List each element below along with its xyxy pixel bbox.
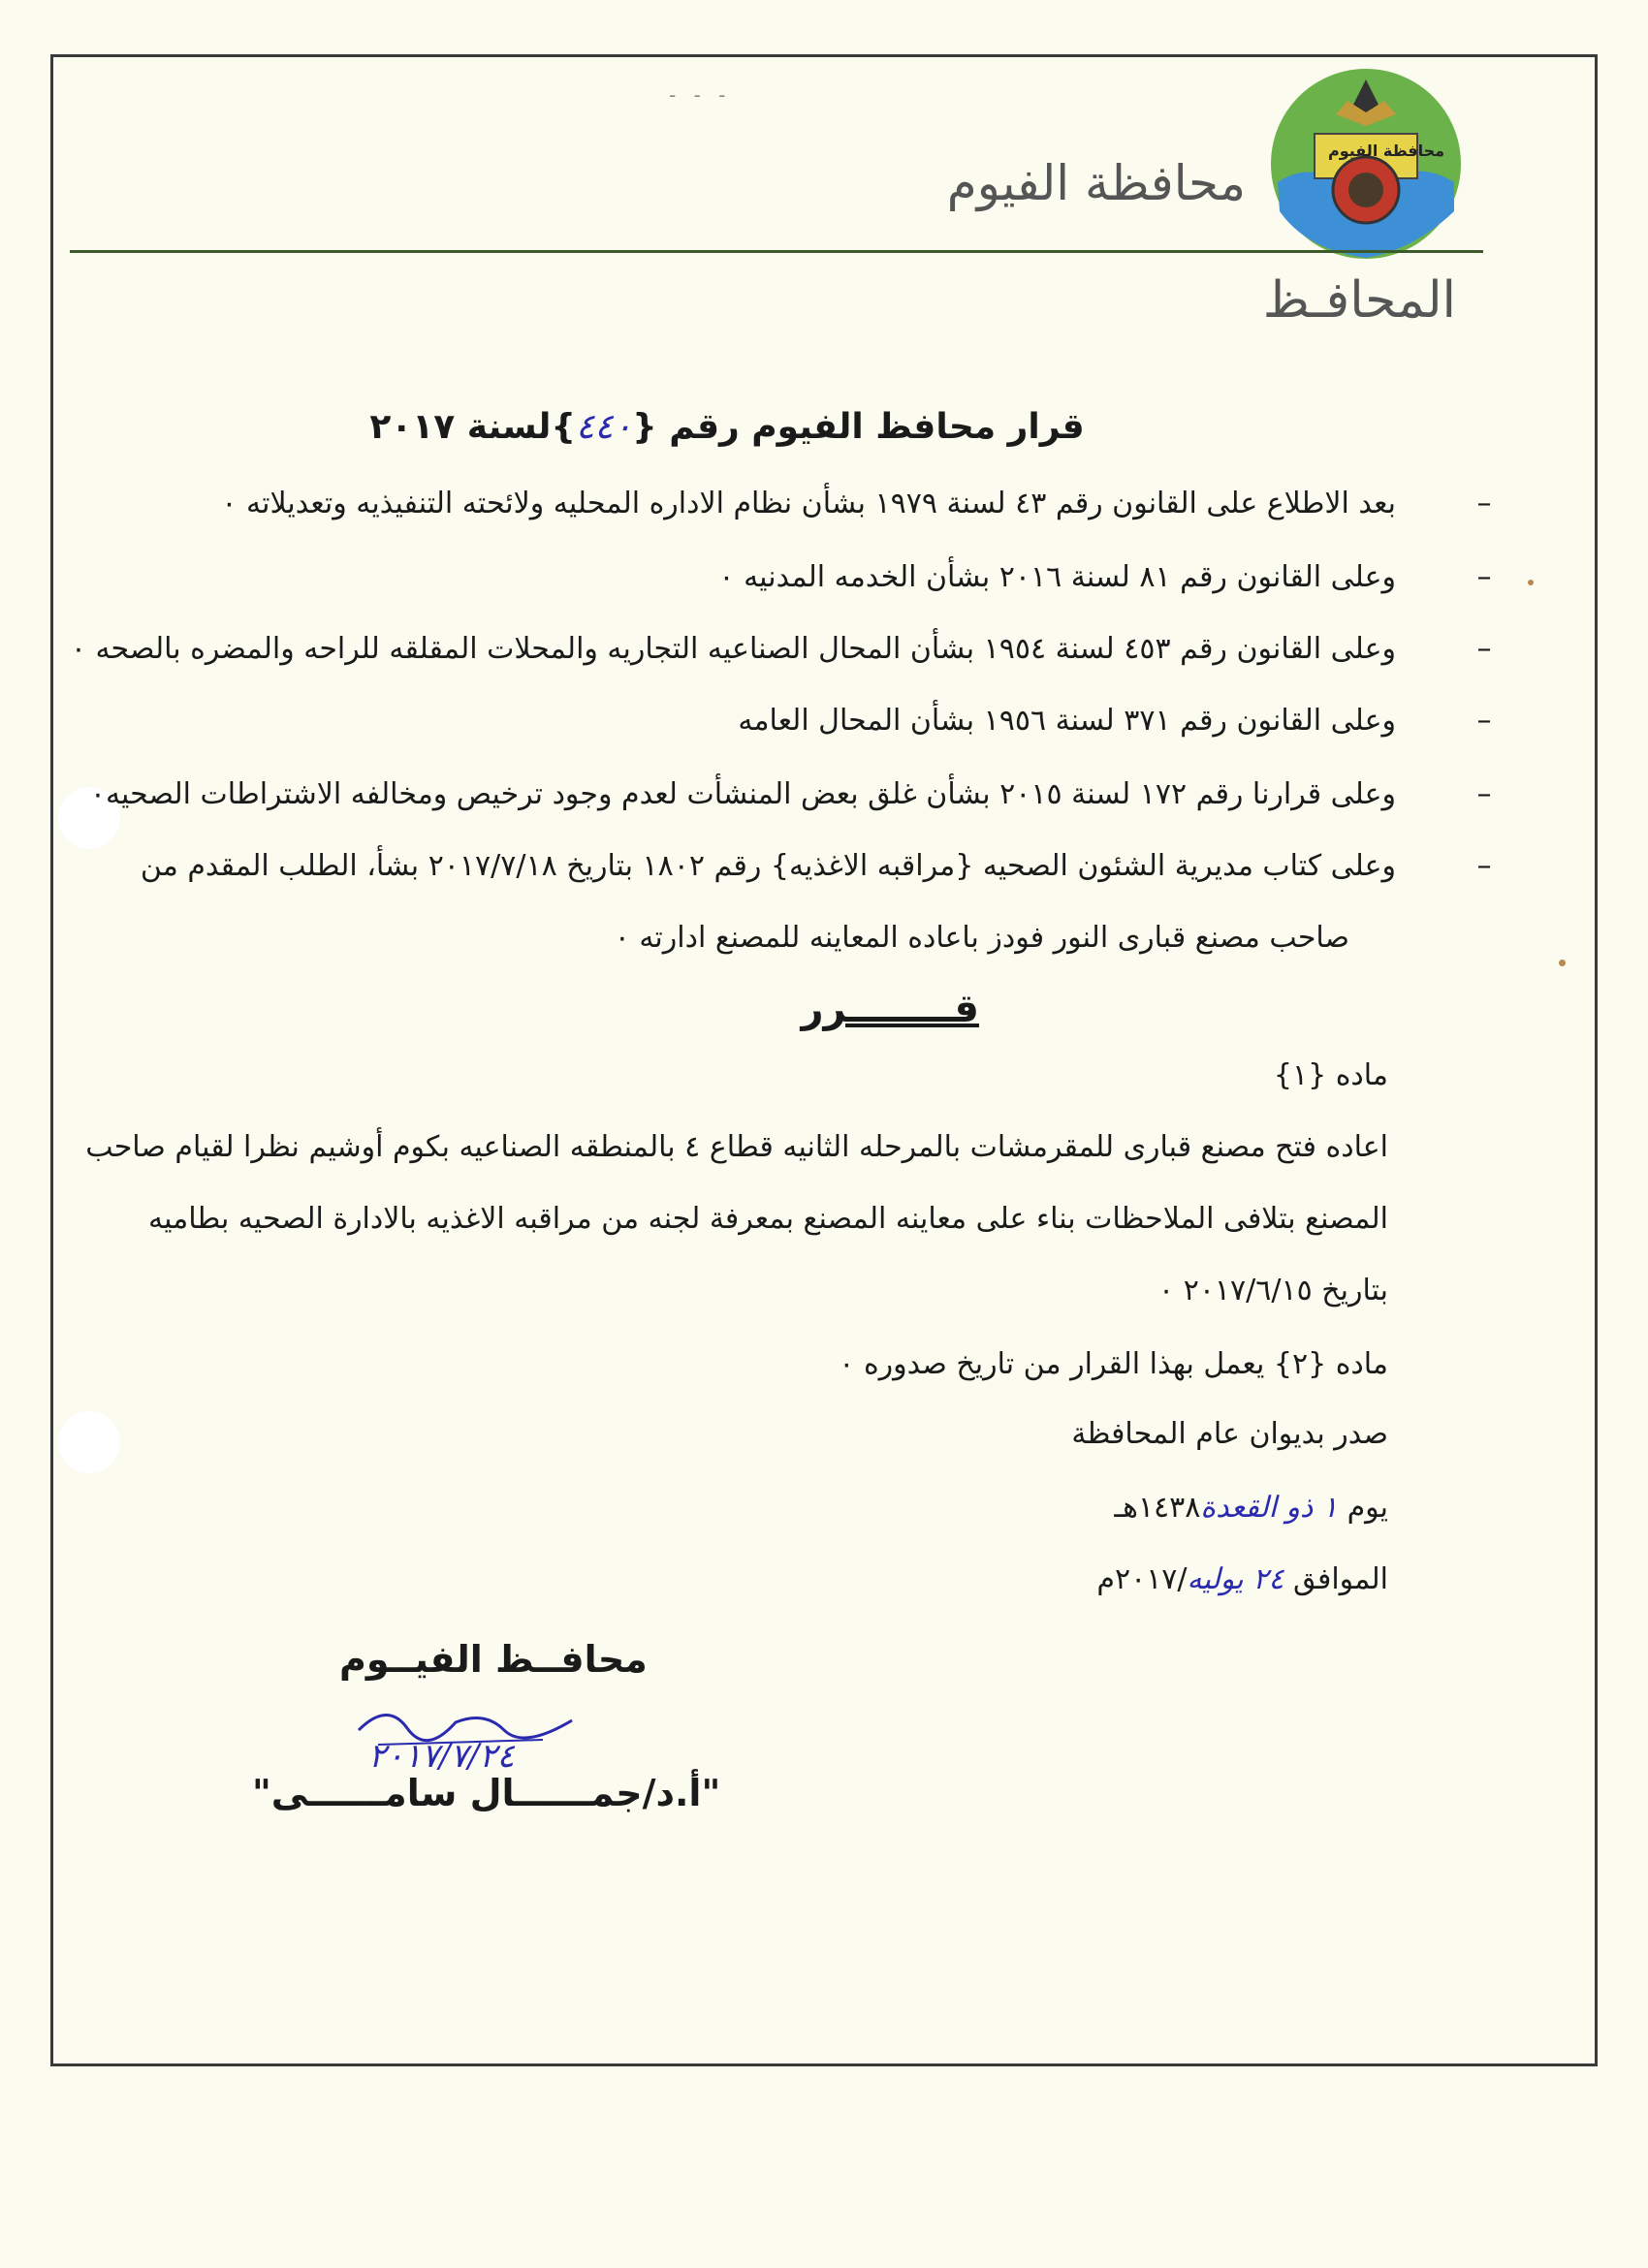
decide-heading: قــــــــرر [801,987,979,1031]
office-title: المحافـظ [1262,271,1456,330]
recital-continuation-text: صاحب مصنع قبارى النور فودز باعاده المعاينه للمصنع ادارته ٠ [614,921,1349,955]
governorate-logo [1268,66,1464,262]
gregorian-year: /٢٠١٧م [1096,1562,1188,1596]
title-suffix: }لسنة ٢٠١٧ [369,407,577,447]
article2: ماده {٢} يعمل بهذا القرار من تاريخ صدوره ٠ [839,1347,1388,1381]
paper-speck [1528,580,1534,585]
governor-name: "أ.د/جمــــــال سامــــــى" [252,1772,721,1814]
logo-text: محافظة الفيوم [1328,142,1445,160]
recital-text: وعلى القانون رقم ٣٧١ لسنة ١٩٥٦ بشأن المحال العامه [738,704,1396,738]
recital-text: بعد الاطلاع على القانون رقم ٤٣ لسنة ١٩٧٩ بشأن نظام الاداره المحليه ولائحته التنفيذيه وتعديلاته ٠ [221,487,1396,520]
issued-at: صدر بديوان عام المحافظة [1071,1417,1388,1451]
bullet-dash: – [1476,632,1492,666]
recital-text: وعلى القانون رقم ٨١ لسنة ٢٠١٦ بشأن الخدمه المدنيه ٠ [718,560,1396,594]
recital-text: وعلى القانون رقم ٤٥٣ لسنة ١٩٥٤ بشأن المحال الصناعيه التجاريه والمحلات المقلقه للراحه والمضره بالصحه ٠ [70,632,1396,666]
gregorian-handwritten: ٢٤ يوليه [1187,1562,1284,1596]
punch-hole-bottom [58,1411,120,1473]
bullet-dash: – [1476,560,1492,594]
paper-speck [1559,960,1566,966]
bullet-dash: – [1476,704,1492,738]
bullet-dash: – [1476,487,1492,520]
article1-label: ماده {١} [1273,1058,1388,1092]
governorate-name: محافظة الفيوم [946,155,1246,211]
title-prefix: قرار محافظ الفيوم رقم { [632,407,1085,447]
hijri-handwritten: ١ ذو القعدة [1200,1491,1339,1525]
article1-line: اعاده فتح مصنع قبارى للمقرمشات بالمرحله الثانيه قطاع ٤ بالمنطقه الصناعيه بكوم أوشيم نظرا لقيام صاحب [85,1130,1388,1164]
header-divider [70,250,1483,253]
article1-line: المصنع بتلافى الملاحظات بناء على معاينه المصنع بمعرفة لجنه من مراقبه الاغذيه بالادارة الصحيه بطاميه [147,1202,1388,1236]
signature-date: ٢٠١٧/٧/٢٤ [368,1737,515,1776]
governor-title: محافــظ الفيــوم [339,1638,648,1681]
article1-line: بتاريخ ٢٠١٧/٦/١٥ ٠ [1158,1274,1388,1307]
hijri-date [1114,1491,1388,1525]
gregorian-date [1096,1562,1388,1596]
bullet-dash: – [1476,849,1492,883]
scan-marks: - - - [669,83,732,107]
recital-text: وعلى قرارنا رقم ١٧٢ لسنة ٢٠١٥ بشأن غلق بعض المنشأت لعدم وجود ترخيص ومخالفه الاشتراطات الصحيه٠ [89,777,1396,811]
day-prefix: يوم [1347,1491,1388,1525]
bullet-dash: – [1476,777,1492,811]
decree-number: ٤٤٠ [576,407,633,447]
agree-prefix: الموافق [1292,1562,1388,1596]
recital-text: وعلى كتاب مديرية الشئون الصحيه {مراقبه الاغذيه} رقم ١٨٠٢ بتاريخ ٢٠١٧/٧/١٨ بشأ، الطلب المقدم من [140,849,1396,883]
decree-title [291,407,1163,447]
hijri-year: ١٤٣٨هـ [1114,1491,1201,1525]
